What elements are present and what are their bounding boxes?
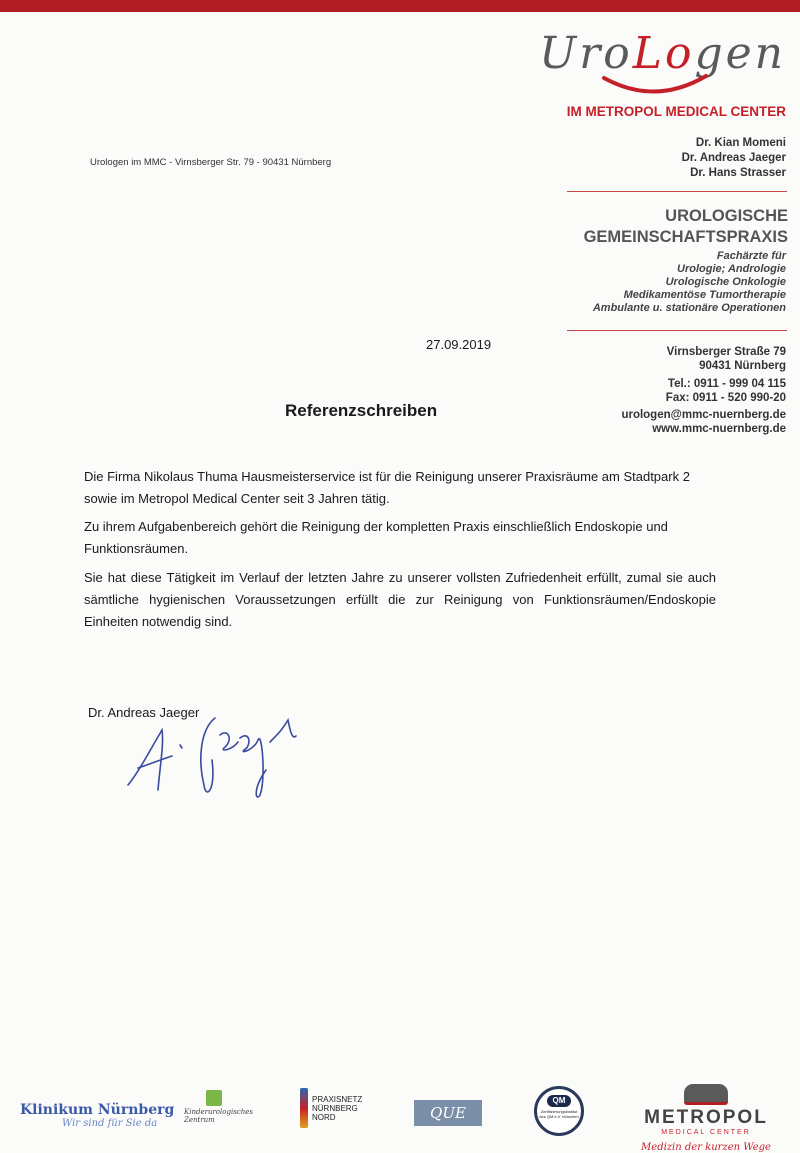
address-block: Virnsberger Straße 79 90431 Nürnberg	[666, 346, 786, 372]
logo-swoosh-icon	[600, 72, 710, 102]
qm-certification-seal: QM Zertifizierungsinstitut des QM e.V. München	[534, 1086, 584, 1136]
letter-date: 27.09.2019	[426, 337, 492, 352]
body-paragraph: Die Firma Nikolaus Thuma Hausmeisterservice ist für die Reinigung unserer Praxisräume am Stadtpark 2 sowie im Metropol Medical Center seit 3 Jahren tätig.	[84, 469, 690, 506]
website-link[interactable]: www.mmc-nuernberg.de	[652, 423, 786, 435]
metropol-logo: METROPOL MEDICAL CENTER Medizin der kurzen Wege	[628, 1084, 784, 1153]
letter-title: Referenzschreiben	[285, 401, 438, 420]
practice-name: UROLOGISCHE GEMEINSCHAFTSPRAXIS	[583, 207, 788, 246]
doctor-name: Dr. Hans Strasser	[690, 167, 786, 179]
leaf-icon	[206, 1090, 222, 1106]
fax-number: Fax: 0911 - 520 990-20	[665, 392, 786, 404]
urologen-logo: UroLogen	[539, 28, 786, 79]
praxisnetz-logo: PRAXISNETZ NÜRNBERG NORD	[300, 1088, 362, 1128]
praxisnetz-mark-icon	[300, 1088, 308, 1128]
online-contact	[621, 408, 786, 436]
klinikum-tagline: Wir sind für Sie da	[62, 1118, 158, 1129]
email-link[interactable]: urologen@mmc-nuernberg.de	[621, 409, 786, 421]
closing-name: Dr. Andreas Jaeger	[88, 705, 200, 720]
logo-subtitle: IM METROPOL MEDICAL CENTER	[566, 104, 786, 119]
top-red-bar	[0, 0, 800, 12]
que-logo: QUE	[414, 1100, 482, 1126]
kinderurologie-logo: Kinderurologisches Zentrum	[184, 1090, 254, 1124]
phone-block	[666, 377, 786, 405]
specialties-list: Fachärzte für Urologie; Andrologie Urologische Onkologie Medikamentöse Tumortherapie Ambulante u. stationäre Operationen	[592, 250, 786, 314]
phone-number: Tel.: 0911 - 999 04 115	[667, 378, 786, 390]
sender-address-line: Urologen im MMC - Virnsberger Str. 79 - 90431 Nürnberg	[90, 157, 332, 168]
klinikum-logo: Klinikum Nürnberg	[20, 1102, 175, 1118]
body-paragraph: Zu ihrem Aufgabenbereich gehört die Reinigung der kompletten Praxis einschließlich Endoskopie und Funktionsräumen.	[84, 519, 668, 556]
doctor-name: Dr. Kian Momeni	[695, 137, 786, 149]
building-icon	[684, 1084, 728, 1105]
divider	[567, 330, 787, 331]
doctor-list	[682, 136, 786, 181]
doctor-name: Dr. Andreas Jaeger	[681, 152, 786, 164]
handwritten-signature	[120, 690, 310, 810]
divider	[567, 191, 787, 192]
body-paragraph: Sie hat diese Tätigkeit im Verlauf der letzten Jahre zu unserer vollsten Zufriedenheit erfüllt, zumal sie auch sämtliche hygienischen Voraussetzungen erfüllt die zur Reinigung von Funktionsräumen/Endoskopie Einheiten notwendig sind.	[84, 570, 716, 629]
